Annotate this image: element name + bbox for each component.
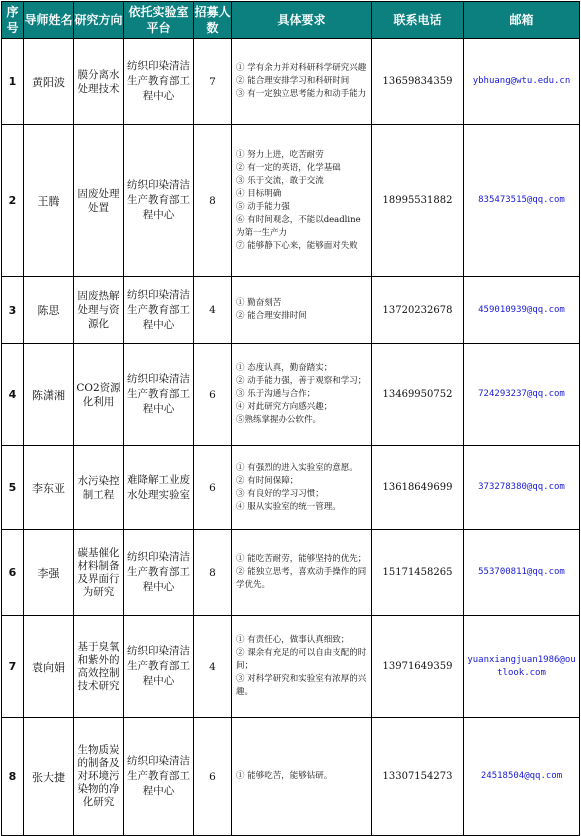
advisor-name: 陈思 (24, 277, 74, 344)
table-row (2, 344, 580, 446)
requirement-item: ④ 服从实验室的统一管理。 (236, 501, 341, 512)
lab-platform: 纺织印染清洁生产教育部工程中心 (124, 277, 194, 344)
table-row (2, 616, 580, 718)
requirement-item: ① 有责任心，做事认真细致； (236, 635, 350, 645)
header-requirements: 具体要求 (232, 2, 372, 39)
requirements-cell (232, 530, 372, 616)
row-index: 7 (2, 616, 24, 718)
lab-platform: 纺织印染清洁生产教育部工程中心 (124, 616, 194, 718)
contact-phone: 13720232678 (372, 277, 464, 344)
requirement-item: ② 有时间保障； (236, 475, 299, 486)
lab-platform: 纺织印染清洁生产教育部工程中心 (124, 125, 194, 277)
requirements-cell (232, 39, 372, 125)
advisor-name: 袁向娟 (24, 616, 74, 718)
header-row (2, 2, 580, 39)
requirements-cell (232, 616, 372, 718)
row-index: 2 (2, 125, 24, 277)
research-direction: CO2资源化利用 (74, 344, 124, 446)
lab-platform: 纺织印染清洁生产教育部工程中心 (124, 39, 194, 125)
contact-email[interactable]: 724293237@qq.com (464, 344, 580, 446)
research-direction: 基于臭氧和紫外的高效控制技术研究 (74, 616, 124, 718)
advisor-name: 黄阳波 (24, 39, 74, 125)
contact-email[interactable]: ybhuang@wtu.edu.cn (464, 39, 580, 125)
requirement-item: ② 能合理安排学习和科研时间 (236, 76, 350, 86)
table-row (2, 530, 580, 616)
requirement-item: ① 努力上进，吃苦耐劳 (236, 149, 324, 160)
advisor-name: 李东亚 (24, 446, 74, 530)
row-index: 4 (2, 344, 24, 446)
contact-email[interactable]: 373278380@qq.com (464, 446, 580, 530)
requirement-item: ① 学有余力并对科研科学研究兴趣 (236, 63, 367, 73)
header-idx: 序号 (2, 2, 24, 39)
recruit-count: 8 (194, 530, 232, 616)
requirement-item: ⑤熟练掌握办公软件。 (236, 415, 322, 425)
requirement-item: ② 能独立思考，喜欢动手操作的同学优先。 (236, 567, 367, 590)
contact-email[interactable]: 835473515@qq.com (464, 125, 580, 277)
contact-email[interactable]: 553700811@qq.com (464, 530, 580, 616)
lab-platform: 纺织印染清洁生产教育部工程中心 (124, 344, 194, 446)
advisor-name: 李强 (24, 530, 74, 616)
header-phone: 联系电话 (372, 2, 464, 39)
header-quota: 招募人数 (194, 2, 232, 39)
requirement-item: ② 动手能力强，善于观察和学习； (236, 376, 367, 386)
lab-platform: 难降解工业废水处理实验室 (124, 446, 194, 530)
requirements-cell (232, 125, 372, 277)
requirement-item: ③ 有良好的学习习惯； (236, 488, 324, 499)
recruit-count: 4 (194, 616, 232, 718)
row-index: 5 (2, 446, 24, 530)
contact-phone: 13469950752 (372, 344, 464, 446)
requirement-item: ④ 对此研究方向感兴趣； (236, 402, 333, 412)
header-name: 导师姓名 (24, 2, 74, 39)
requirement-item: ③ 乐于交流，敢于交流 (236, 175, 324, 186)
advisor-name: 王腾 (24, 125, 74, 277)
requirement-item: ① 能够吃苦，能够钻研。 (236, 771, 333, 781)
contact-phone: 13659834359 (372, 39, 464, 125)
contact-email[interactable]: 24518504@qq.com (464, 718, 580, 836)
table-row (2, 718, 580, 836)
requirement-item: ④ 目标明确 (236, 188, 282, 199)
requirement-item: ③ 对科学研究和实验室有浓厚的兴趣。 (236, 674, 367, 697)
requirement-item: ① 勤奋刻苦 (236, 298, 282, 308)
lab-platform: 纺织印染清洁生产教育部工程中心 (124, 530, 194, 616)
contact-phone: 15171458265 (372, 530, 464, 616)
requirements-cell (232, 446, 372, 530)
header-direction: 研究方向 (74, 2, 124, 39)
table-row (2, 446, 580, 530)
contact-phone: 13618649699 (372, 446, 464, 530)
research-direction: 生物质炭的制备及对环境污染物的净化研究 (74, 718, 124, 836)
requirement-item: ③ 乐于沟通与合作； (236, 389, 316, 399)
requirements-cell (232, 277, 372, 344)
requirement-item: ⑥ 有时间观念，不能以deadline为第一生产力 (236, 214, 361, 238)
contact-email[interactable]: yuanxiangjuan1986@outlook.com (464, 616, 580, 718)
recruit-count: 7 (194, 39, 232, 125)
recruit-count: 6 (194, 344, 232, 446)
requirements-cell (232, 718, 372, 836)
recruit-count: 6 (194, 446, 232, 530)
research-direction: 碳基催化材料制备及界面行为研究 (74, 530, 124, 616)
research-direction: 固废处理处置 (74, 125, 124, 277)
row-index: 6 (2, 530, 24, 616)
recruit-count: 6 (194, 718, 232, 836)
requirement-item: ① 态度认真，勤奋踏实； (236, 363, 333, 373)
recruit-count: 8 (194, 125, 232, 277)
requirement-item: ① 有强烈的进入实验室的意愿。 (236, 462, 358, 473)
advisor-name: 张大捷 (24, 718, 74, 836)
header-email: 邮箱 (464, 2, 580, 39)
requirement-item: ② 有一定的英语，化学基础 (236, 162, 341, 173)
contact-phone: 13971649359 (372, 616, 464, 718)
advisor-name: 陈潇湘 (24, 344, 74, 446)
contact-email[interactable]: 459010939@qq.com (464, 277, 580, 344)
requirements-cell (232, 344, 372, 446)
table-row (2, 125, 580, 277)
lab-platform: 纺织印染清洁生产教育部工程中心 (124, 718, 194, 836)
header-platform: 依托实验室平台 (124, 2, 194, 39)
research-direction: 膜分离水处理技术 (74, 39, 124, 125)
requirement-item: ⑦ 能够静下心来，能够面对失败 (236, 240, 358, 251)
requirement-item: ⑤ 动手能力强 (236, 201, 290, 212)
requirement-item: ① 能吃苦耐劳，能够坚持的优先； (236, 554, 367, 564)
table-row (2, 277, 580, 344)
requirement-item: ② 能合理安排时间 (236, 311, 307, 321)
requirement-item: ② 课余有充足的可以自由支配的时间； (236, 648, 367, 671)
row-index: 1 (2, 39, 24, 125)
row-index: 8 (2, 718, 24, 836)
row-index: 3 (2, 277, 24, 344)
contact-phone: 13307154273 (372, 718, 464, 836)
requirement-item: ③ 有一定独立思考能力和动手能力 (236, 89, 367, 99)
research-direction: 固废热解处理与资源化 (74, 277, 124, 344)
research-direction: 水污染控制工程 (74, 446, 124, 530)
table-row (2, 39, 580, 125)
table-body (2, 39, 580, 836)
recruitment-table (1, 1, 580, 836)
recruit-count: 4 (194, 277, 232, 344)
contact-phone: 18995531882 (372, 125, 464, 277)
